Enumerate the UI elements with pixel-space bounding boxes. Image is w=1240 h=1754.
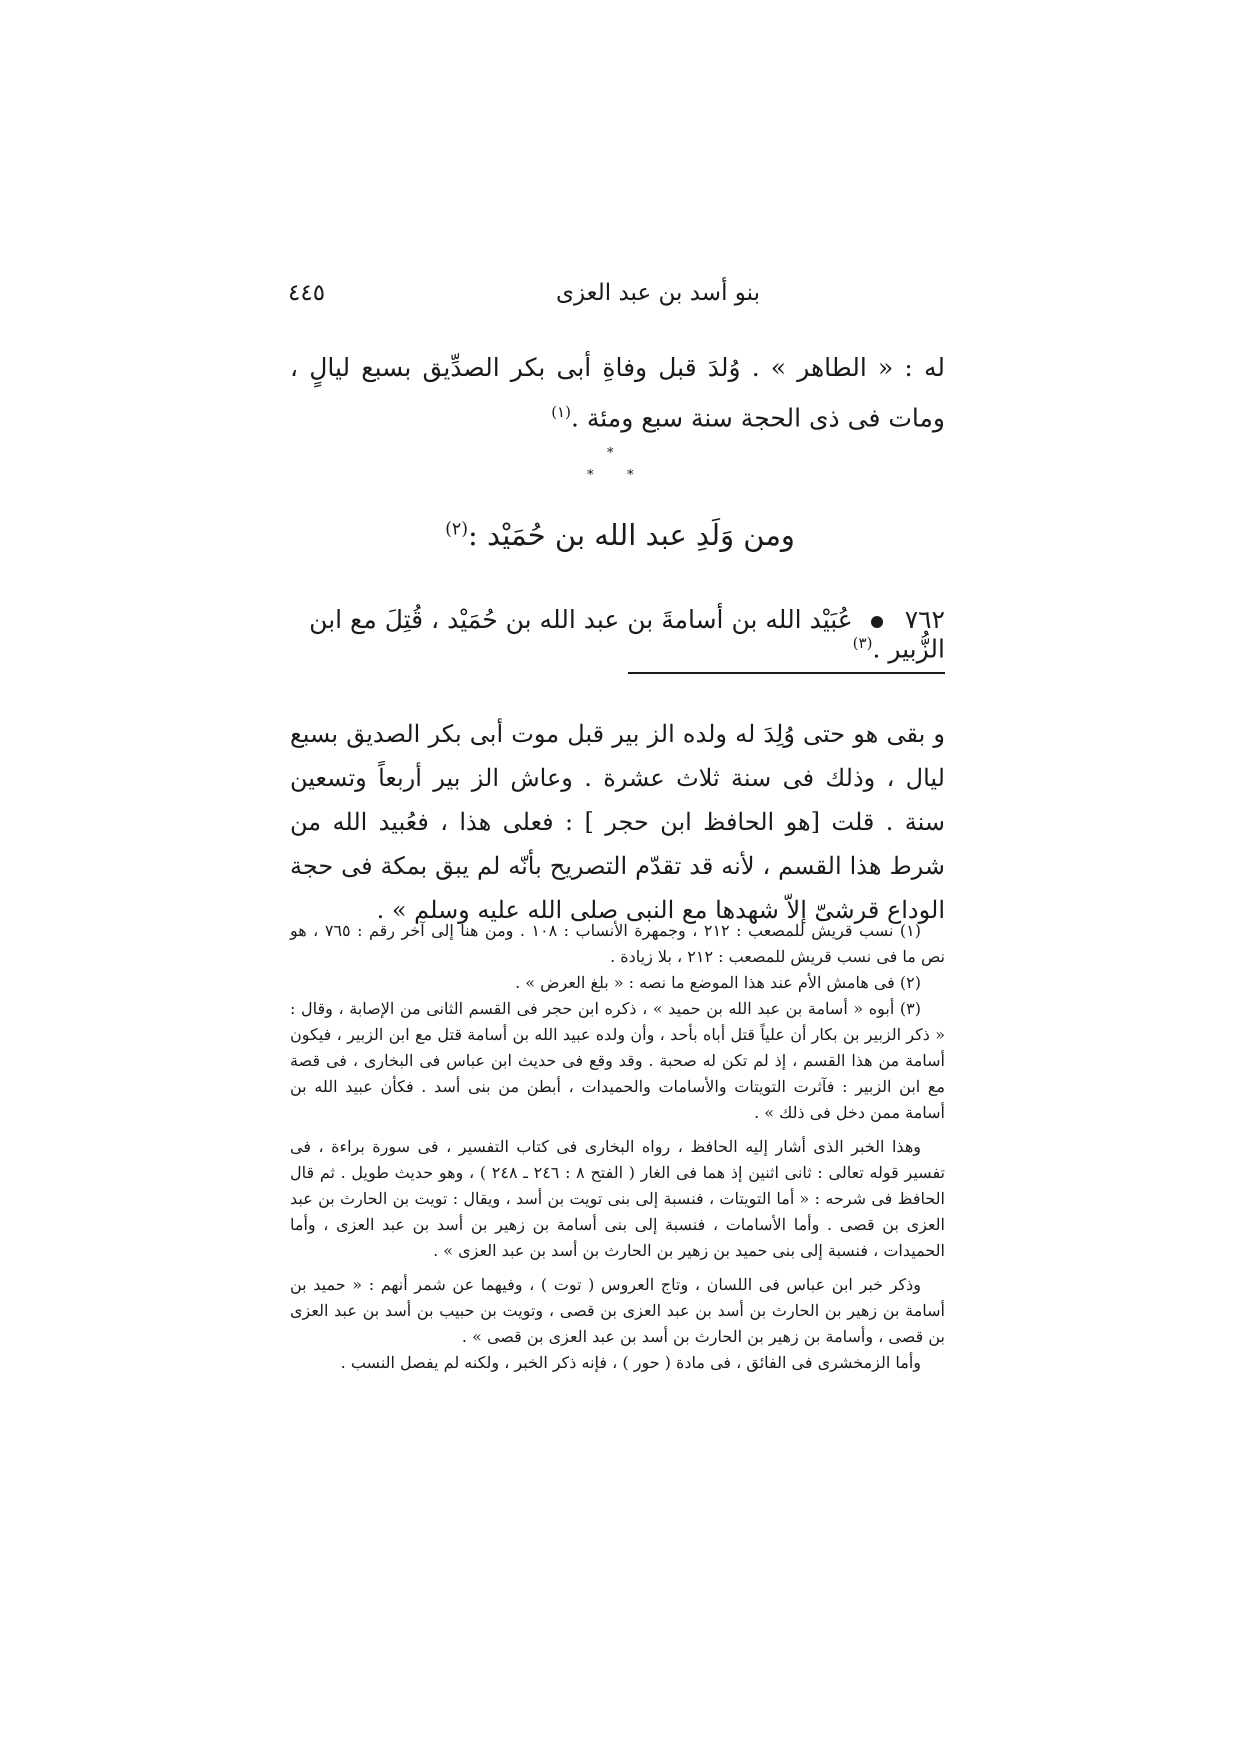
page-number: ٤٤٥ — [288, 280, 326, 306]
star-ornament: * — [587, 468, 594, 483]
footnote-3-continuation: وذكر خبر ابن عباس فى اللسان ، وتاج العروس ( توت ) ، وفيهما عن شمر أنهم : « حميد بن أسامة بن زهير بن الحارث بن أسد بن عبد العزى بن قصى ، وتويت بن حبيب بن أسد بن عبد العزى بن قصى ، وأسامة بن زهير بن الحارث بن أسد بن عبد العزى بن قصى » . — [290, 1275, 945, 1346]
entry-number: ٧٦٢ — [904, 605, 945, 634]
intro-footnote-marker: (١) — [551, 403, 571, 421]
bullet-icon — [871, 616, 883, 628]
quoted-paragraph: و بقى هو حتى وُلِدَ له ولده الز بير قبل موت أبى بكر الصديق بسبع ليال ، وذلك فى سنة ثلاث عشرة . وعاش الز بير أربعاً وتسعين سنة . قلت [هو الحافظ ابن حجر ] : فعلى هذا ، فعُبيد الله من شرط هذا القسم ، لأنه قد تقدّم التصريح بأنّه لم يبق بمكة فى حجة الوداع قرشىّ إلاّ شهدها مع النبى صلى الله عليه وسلم » . — [290, 720, 946, 924]
star-ornament: * — [627, 468, 634, 483]
biography-entry — [290, 605, 945, 663]
footnote-3-continuation: وهذا الخبر الذى أشار إليه الحافظ ، رواه البخارى فى كتاب التفسير ، فى سورة براءة ، فى تفسير قوله تعالى : ثانى اثنين إذ هما فى الغار ( الفتح ٨ : ٢٤٦ ـ ٢٤٨ ) ، وهو حديث طويل . ثم قال الحافظ فى شرحه : « أما التويتات ، فنسبة إلى بنى تويت بن أسد ، ويقال : تويت بن الحارث بن عبد العزى بن قصى . وأما الأسامات ، فنسبة إلى بنى أسامة بن زهير بن أسد بن عبد العزى ، وأما الحميدات ، فنسبة إلى بنى حميد بن زهير بن الحارث بن أسد بن عبد العزى » . — [290, 1137, 945, 1260]
intro-text: له : « الطاهر » . وُلدَ قبل وفاةِ أبى بكر الصدِّيق بسبع ليالٍ ، ومات فى ذى الحجة سنة سبع ومئة . — [290, 353, 945, 433]
section-divider-stars — [577, 446, 647, 496]
footnote-2: (٢) فى هامش الأم عند هذا الموضع ما نصه : « بلغ العرض » . — [515, 973, 921, 992]
footnote-divider — [628, 672, 945, 674]
section-heading — [420, 518, 820, 552]
footnote-3: (٣) أبوه « أسامة بن عبد الله بن حميد » ، ذكره ابن حجر فى القسم الثانى من الإصابة ، وقال : « ذكر الزبير بن بكار أن علياً قتل أباه بأحد ، وأن ولده عبيد الله بن أسامة قتل مع ابن الزبير ، فيكون أسامة من هذا القسم ، إذ لم تكن له صحبة . وقد وقع فى حديث ابن عباس فى البخارى ، فى قصة مع ابن الزبير : فآثرت التويتات والأسامات والحميدات ، أبطن من بنى أسد . فكأن عبيد الله بن أسامة ممن دخل فى ذلك » . — [290, 999, 945, 1122]
section-heading-text: ومن وَلَدِ عبد الله بن حُمَيْد : — [468, 518, 795, 552]
section-footnote-marker: (٢) — [445, 519, 469, 540]
footnote-1: (١) نسب قريش للمصعب : ٢١٢ ، وجمهرة الأنساب : ١٠٨ . ومن هنا إلى آخر رقم : ٧٦٥ ، هو نص ما فى نسب قريش للمصعب : ٢١٢ ، بلا زيادة . — [290, 921, 945, 966]
star-ornament: * — [607, 446, 614, 461]
entry-text: عُبَيْد الله بن أسامةَ بن عبد الله بن حُمَيْد ، قُتِلَ مع ابن الزُّبير . — [309, 605, 945, 664]
footnotes — [290, 918, 945, 1376]
footnote-3-continuation: وأما الزمخشرى فى الفائق ، فى مادة ( حور ) ، فإنه ذكر الخبر ، ولكنه لم يفصل النسب . — [340, 1353, 921, 1372]
running-title: بنو أسد بن عبد العزى — [555, 280, 760, 306]
page-header — [280, 280, 940, 320]
entry-footnote-marker: (٣) — [852, 634, 873, 652]
intro-paragraph — [290, 345, 945, 440]
